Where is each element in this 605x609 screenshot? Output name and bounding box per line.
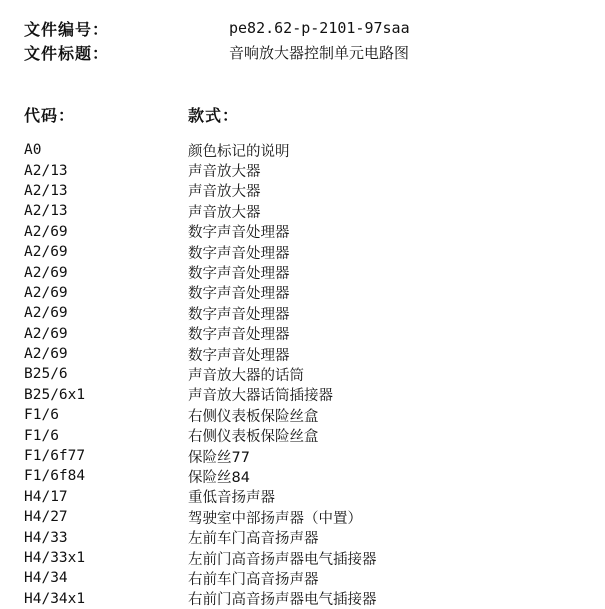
list-item	[24, 181, 594, 201]
component-description: 数字声音处理器	[188, 225, 290, 242]
component-description: 右前车门高音扬声器	[188, 571, 319, 588]
list-item	[24, 425, 594, 445]
list-item	[24, 262, 594, 282]
column-headers	[24, 102, 594, 126]
component-code: F1/6f84	[24, 468, 86, 485]
component-description: 声音放大器话筒插接器	[188, 388, 333, 405]
file-title-label: 文件标题：	[24, 43, 110, 63]
component-description: 保险丝77	[188, 449, 250, 466]
list-item	[24, 527, 594, 547]
list-item	[24, 364, 594, 384]
component-code: A2/69	[24, 244, 68, 261]
component-description: 左前车门高音扬声器	[188, 531, 319, 548]
list-item	[24, 283, 594, 303]
component-code: H4/34	[24, 570, 68, 587]
list-item	[24, 140, 594, 160]
component-code: F1/6f77	[24, 448, 86, 465]
component-description: 数字声音处理器	[188, 347, 290, 364]
component-description: 右侧仪表板保险丝盒	[188, 429, 319, 446]
component-code: F1/6	[24, 407, 59, 424]
list-item	[24, 222, 594, 242]
component-description: 声音放大器	[188, 164, 261, 181]
file-title-value: 音响放大器控制单元电路图	[229, 43, 410, 62]
component-code: B25/6x1	[24, 386, 86, 403]
list-item	[24, 466, 594, 486]
list-item	[24, 568, 594, 588]
list-item	[24, 507, 594, 527]
list-item	[24, 324, 594, 344]
component-description: 数字声音处理器	[188, 306, 290, 323]
file-title-row	[24, 40, 594, 64]
list-item	[24, 385, 594, 405]
file-number-label: 文件编号：	[24, 19, 110, 39]
component-code: A2/69	[24, 305, 68, 322]
component-description: 重低音扬声器	[188, 490, 275, 507]
component-code: A2/13	[24, 182, 68, 199]
style-column-header: 款式：	[188, 105, 240, 125]
component-code: H4/17	[24, 488, 68, 505]
list-item	[24, 446, 594, 466]
component-code: H4/33x1	[24, 550, 86, 566]
component-code: A2/69	[24, 264, 68, 281]
file-number-row	[24, 16, 594, 40]
code-column-header: 代码：	[24, 105, 76, 125]
list-item	[24, 201, 594, 221]
component-description: 数字声音处理器	[188, 327, 290, 344]
document-page	[24, 16, 594, 609]
component-description: 声音放大器	[188, 204, 261, 221]
component-code: B25/6	[24, 366, 68, 383]
component-description: 数字声音处理器	[188, 245, 290, 262]
component-description: 数字声音处理器	[188, 286, 290, 303]
component-code: A2/13	[24, 203, 68, 220]
component-description: 声音放大器	[188, 184, 261, 201]
component-description: 驾驶室中部扬声器（中置）	[188, 510, 362, 527]
component-description: 左前门高音扬声器电气插接器	[188, 551, 377, 568]
component-description: 数字声音处理器	[188, 266, 290, 283]
component-code: H4/27	[24, 509, 68, 526]
file-number-value: pe82.62-p-2101-97saa	[229, 19, 410, 37]
component-description: 右侧仪表板保险丝盒	[188, 408, 319, 425]
component-code: A2/69	[24, 223, 68, 240]
component-code: A2/69	[24, 346, 68, 363]
component-code: H4/33	[24, 529, 68, 546]
list-item	[24, 242, 594, 262]
component-code: A0	[24, 142, 42, 159]
list-item	[24, 548, 594, 568]
component-description: 颜色标记的说明	[188, 143, 290, 160]
component-description: 右前门高音扬声器电气插接器	[188, 592, 377, 609]
component-list	[24, 140, 594, 609]
list-item	[24, 589, 594, 609]
list-item	[24, 405, 594, 425]
component-description: 声音放大器的话筒	[188, 368, 304, 384]
component-code: A2/13	[24, 162, 68, 179]
component-code: A2/69	[24, 284, 68, 301]
component-description: 保险丝84	[188, 469, 250, 486]
list-item	[24, 487, 594, 507]
component-code: A2/69	[24, 325, 68, 342]
list-item	[24, 344, 594, 364]
list-item	[24, 303, 594, 323]
list-item	[24, 160, 594, 180]
component-code: F1/6	[24, 427, 59, 444]
component-code: H4/34x1	[24, 590, 86, 607]
